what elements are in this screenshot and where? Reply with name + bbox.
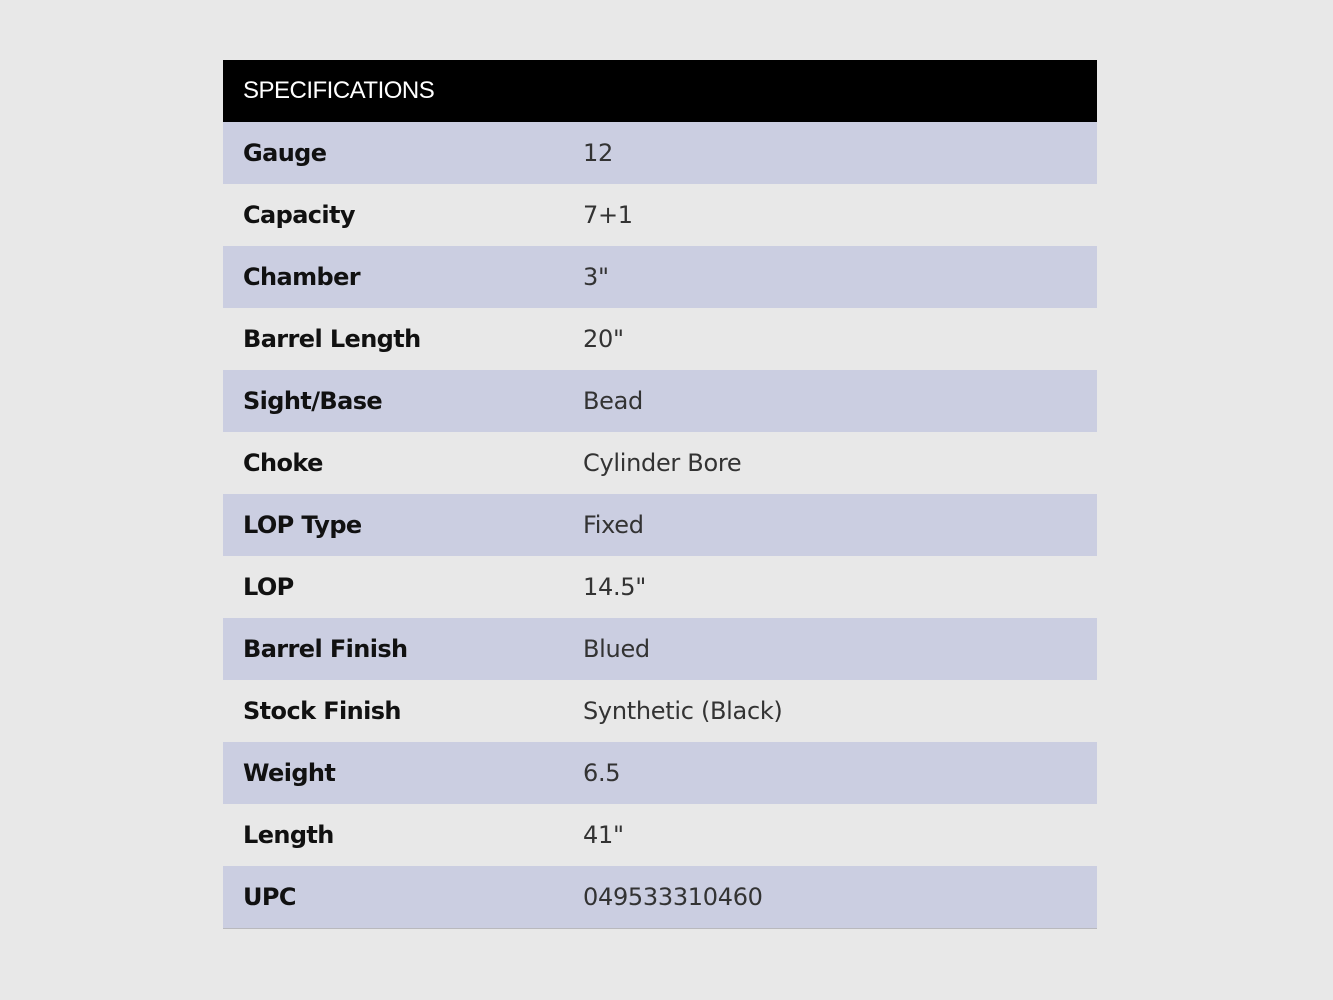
spec-row-lop xyxy=(223,556,1097,618)
spec-value: 3" xyxy=(583,263,609,291)
spec-row-choke xyxy=(223,432,1097,494)
spec-row-capacity xyxy=(223,184,1097,246)
specifications-header xyxy=(223,60,1097,122)
spec-value: Blued xyxy=(583,635,650,663)
spec-value: 12 xyxy=(583,139,613,167)
spec-label: Barrel Length xyxy=(243,325,421,353)
spec-label: Length xyxy=(243,821,334,849)
spec-value: Fixed xyxy=(583,511,644,539)
spec-row-gauge xyxy=(223,122,1097,184)
spec-value: Cylinder Bore xyxy=(583,449,742,477)
spec-label: Barrel Finish xyxy=(243,635,408,663)
spec-row-chamber xyxy=(223,246,1097,308)
table-bottom-divider xyxy=(223,928,1097,929)
specifications-body xyxy=(223,122,1097,928)
spec-row-lop-type xyxy=(223,494,1097,556)
spec-row-barrel-finish xyxy=(223,618,1097,680)
spec-row-sight-base xyxy=(223,370,1097,432)
spec-label: LOP Type xyxy=(243,511,362,539)
spec-label: Chamber xyxy=(243,263,360,291)
spec-value: 14.5" xyxy=(583,573,646,601)
spec-value: 20" xyxy=(583,325,624,353)
spec-label: Stock Finish xyxy=(243,697,401,725)
spec-value: 41" xyxy=(583,821,624,849)
spec-row-weight xyxy=(223,742,1097,804)
spec-row-stock-finish xyxy=(223,680,1097,742)
spec-label: Capacity xyxy=(243,201,355,229)
specifications-title: SPECIFICATIONS xyxy=(243,77,435,104)
spec-value: 6.5 xyxy=(583,759,621,787)
spec-row-length xyxy=(223,804,1097,866)
spec-value: Bead xyxy=(583,387,643,415)
spec-label: UPC xyxy=(243,883,296,911)
spec-value: Synthetic (Black) xyxy=(583,697,783,725)
spec-value: 7+1 xyxy=(583,201,633,229)
spec-label: Weight xyxy=(243,759,336,787)
specifications-table xyxy=(223,60,1097,929)
spec-label: LOP xyxy=(243,573,294,601)
spec-row-upc xyxy=(223,866,1097,928)
spec-row-barrel-length xyxy=(223,308,1097,370)
spec-label: Sight/Base xyxy=(243,387,383,415)
spec-label: Choke xyxy=(243,449,323,477)
spec-value: 049533310460 xyxy=(583,883,763,911)
spec-label: Gauge xyxy=(243,139,327,167)
